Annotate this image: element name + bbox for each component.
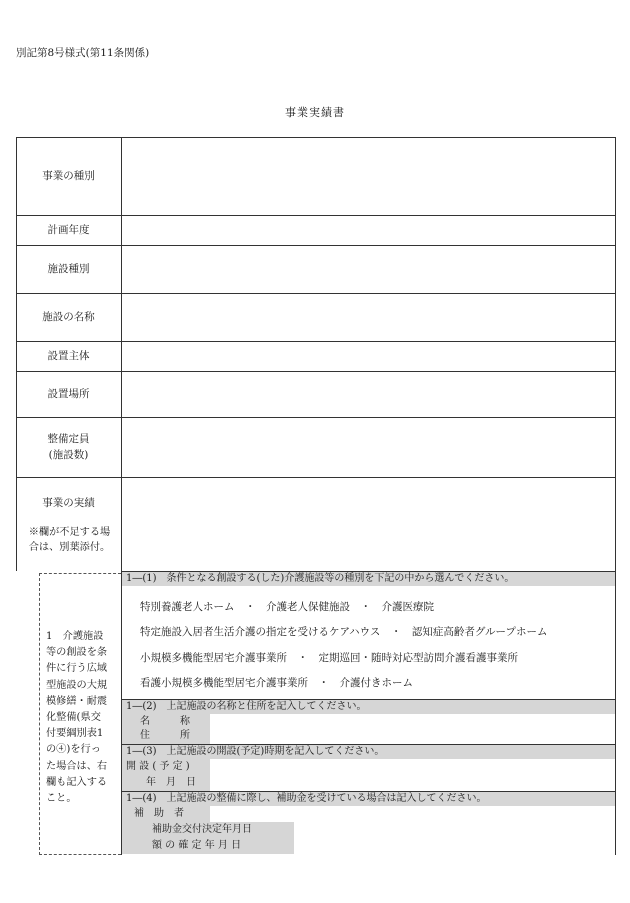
q2-header: 1―(2) 上記施設の名称と住所を記入してください。 [122,700,615,714]
facility-option-line: 特定施設入居者生活介護の指定を受けるケアハウス ・ 認知症高齢者グループホーム [140,626,548,638]
note-line: 型施設の大規 [46,679,108,691]
q3-header: 1―(3) 上記施設の開設(予定)時期を記入してください。 [122,745,615,759]
form-number-label: 別記第8号様式(第11条関係) [16,47,150,59]
label-shisetsu-shubetsu: 施設種別 [47,262,90,275]
facility-option-line: 看護小規模多機能型居宅介護事業所 ・ 介護付きホーム [140,677,413,689]
q4-decision-date-label: 補助金交付決定年月日 [152,824,252,835]
document-title: 事業実績書 [285,106,345,119]
note-line: た場合は、右 [46,760,108,772]
facility-option-line: 小規模多機能型居宅介護事業所 ・ 定期巡回・随時対応型訪問介護看護事業所 [140,652,518,664]
label-seibi-teiin: 整備定員 (施設数) [47,433,90,461]
overflow-note: ※欄が不足する場 合は、別葉添付。 [28,527,111,553]
label-shisetsu-meisho: 施設の名称 [42,310,95,323]
note-line: 化整備(県交 [46,712,101,724]
q3-date-label: 年 月 日 [146,777,196,788]
q4-subsidizer-label: 補 助 者 [134,808,184,819]
label-secchi-shutai: 設置主体 [47,349,90,362]
q2-address-label: 住 所 [140,730,190,741]
label-jigyo-shubetsu: 事業の種別 [42,169,95,182]
facility-option-line: 特別養護老人ホーム ・ 介護老人保健施設 ・ 介護医療院 [140,601,434,613]
label-keikaku-nendo: 計画年度 [47,223,90,236]
note-line: こと。 [46,793,77,805]
note-line: 付要綱別表1 [46,728,104,740]
note-line: 件に行う広域 [46,663,108,675]
q1-header: 1―(1) 条件となる創設する(した)介護施設等の種別を下記の中から選んでください。 [122,572,615,586]
note-line: の④)を行っ [46,744,101,756]
q4-header: 1―(4) 上記施設の整備に際し、補助金を受けている場合は記入してください。 [122,792,615,806]
label-jigyo-jisseki: 事業の実績 [42,497,95,509]
note-line: 1 介護施設 [46,631,104,642]
label-secchi-basho: 設置場所 [47,387,90,400]
q4-confirm-date-label: 額 の 確 定 年 月 日 [152,840,242,851]
q2-name-label: 名 称 [140,716,190,727]
note-line: 模修繕・耐震 [46,695,108,707]
note-line: 等の創設を条 [46,647,108,659]
q3-open-label: 開 設 ( 予 定 ) [126,761,190,772]
section1-note [46,629,120,807]
note-line: 欄も記入する [46,776,108,788]
